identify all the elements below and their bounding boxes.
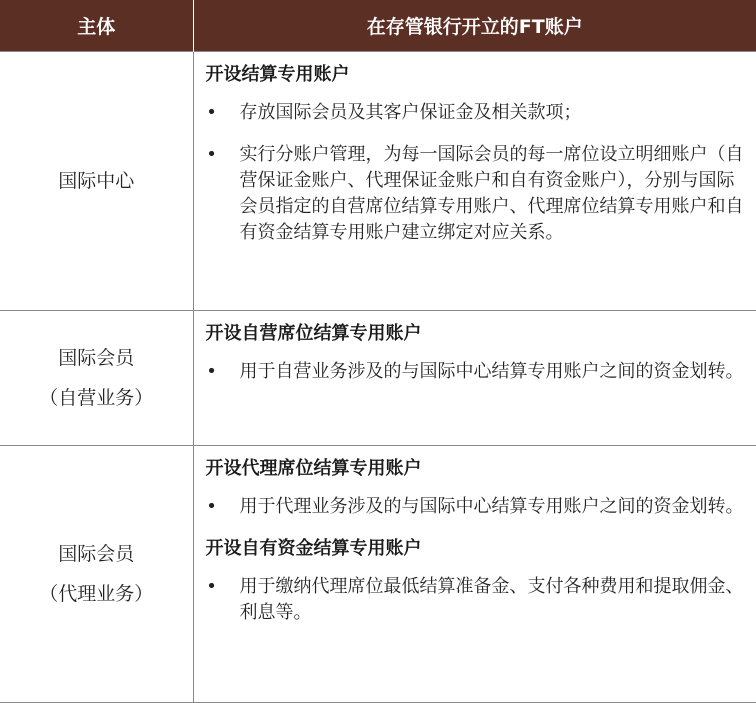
section-title: 开设代理席位结算专用账户	[205, 458, 422, 479]
list-item-text: 用于自营业务涉及的与国际中心结算专用账户之间的资金划转。	[239, 361, 744, 382]
list-item-text: 用于缴纳代理席位最低结算准备金、支付各种费用和提取佣金、利息等。	[239, 576, 744, 623]
table-header	[0, 0, 756, 52]
table-row	[0, 446, 756, 703]
bullet-icon: •	[206, 144, 217, 165]
section-title: 开设自有资金结算专用账户	[205, 538, 422, 559]
account-cell	[193, 52, 756, 311]
subject-sublabel: （代理业务）	[39, 583, 154, 605]
bullet-icon: •	[206, 576, 217, 597]
header-row	[0, 0, 756, 52]
subject-cell	[0, 446, 193, 703]
account-cell	[193, 446, 756, 703]
list-item	[206, 142, 747, 246]
subject-label: 国际会员	[58, 347, 135, 369]
bullet-icon: •	[206, 102, 217, 123]
section-title: 开设自营席位结算专用账户	[205, 323, 422, 344]
bullet-icon: •	[206, 496, 217, 517]
list-item	[206, 359, 747, 385]
list-item-text: 实行分账户管理，为每一国际会员的每一席位设立明细账户（自营保证金账户、代理保证金账户和自有资金账户），分别与国际会员指定的自营席位结算专用账户、代理席位结算专用账户和自有资金结算专用账户建立绑定对应关系。	[239, 144, 744, 243]
subject-cell	[0, 311, 193, 446]
account-cell	[193, 311, 756, 446]
bullet-icon: •	[206, 361, 217, 382]
section-title: 开设结算专用账户	[205, 64, 350, 85]
subject-label: 国际中心	[58, 170, 135, 192]
header-subject: 主体	[0, 0, 193, 52]
table-row	[0, 311, 756, 446]
subject-cell	[0, 52, 193, 311]
list-item-text: 用于代理业务涉及的与国际中心结算专用账户之间的资金划转。	[239, 496, 744, 517]
header-account: 在存管银行开立的FT账户	[193, 0, 756, 52]
list-item	[206, 574, 747, 626]
list-item	[206, 100, 747, 126]
table-row	[0, 52, 756, 311]
list-item-text: 存放国际会员及其客户保证金及相关款项；	[239, 102, 582, 123]
list-item	[206, 494, 747, 520]
subject-label: 国际会员	[58, 543, 135, 565]
subject-sublabel: （自营业务）	[39, 387, 154, 409]
